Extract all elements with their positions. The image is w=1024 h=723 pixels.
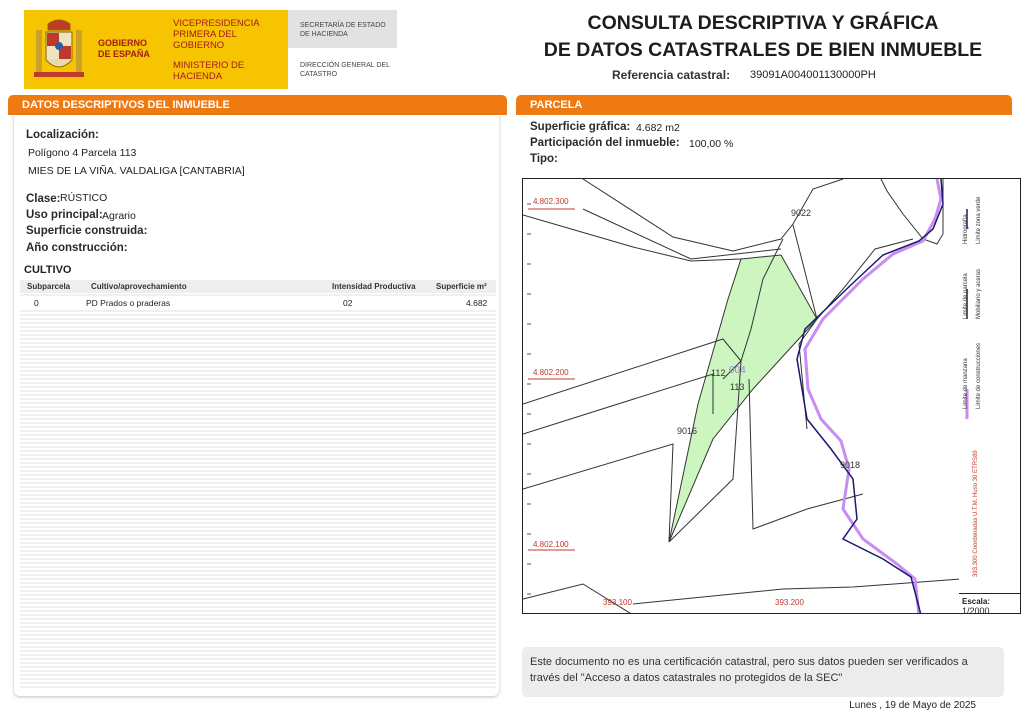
y-label-3: 4.802.100 bbox=[533, 540, 569, 549]
ref-label: Referencia catastral: bbox=[612, 68, 731, 82]
map-drawing bbox=[523, 179, 960, 614]
secretaria-text: SECRETARÍA DE ESTADO DE HACIENDA bbox=[300, 22, 386, 38]
table-row: 0 PD Prados o praderas 02 4.682 bbox=[20, 296, 496, 310]
cadastral-map[interactable] bbox=[522, 178, 960, 614]
gobierno-logo bbox=[24, 10, 162, 89]
localizacion-label: Localización: bbox=[26, 129, 99, 141]
coat-of-arms-icon bbox=[34, 16, 84, 84]
ministerio-text: MINISTERIO DE HACIENDA bbox=[173, 60, 245, 82]
coords-text: 393,300 Coordenadas U.T.M. Huso 30 ETRS89 bbox=[973, 450, 979, 577]
parcel-label-113: 113 bbox=[730, 382, 745, 392]
parcel-label-9018: 9018 bbox=[840, 460, 861, 470]
sup-grafica-label: Superficie gráfica: bbox=[530, 121, 631, 133]
participacion-value: 100,00 % bbox=[689, 138, 734, 150]
anio-label: Año construcción: bbox=[26, 242, 128, 254]
x-label-2: 393.200 bbox=[775, 598, 804, 607]
localizacion-line1: Polígono 4 Parcela 113 bbox=[28, 147, 137, 159]
legend-hidrografia: Hidrografía bbox=[963, 214, 969, 244]
x-label-1: 393.100 bbox=[603, 598, 632, 607]
col-superficie: Superficie m² bbox=[436, 282, 487, 291]
legend-construcciones: Limite de construcciones bbox=[976, 342, 982, 409]
left-panel-header: DATOS DESCRIPTIVOS DEL INMUEBLE bbox=[8, 95, 507, 115]
clase-value: RÚSTICO bbox=[60, 192, 108, 204]
vicepresidencia-text: VICEPRESIDENCIA PRIMERA DEL GOBIERNO bbox=[173, 18, 260, 51]
page-title: CONSULTA DESCRIPTIVA Y GRÁFICA DE DATOS CATASTRALES DE BIEN INMUEBLE bbox=[543, 12, 983, 61]
parcel-label-9022: 9022 bbox=[791, 208, 812, 218]
scale-value: 1/2000 bbox=[962, 606, 990, 616]
cultivo-table bbox=[20, 280, 496, 690]
map-legend bbox=[959, 178, 1021, 614]
disclaimer: Este documento no es una certificación catastral, pero sus datos pueden ser verificados a través del "Acceso a datos catastrales no protegidos de la SEC" bbox=[522, 647, 1004, 697]
ministry-block bbox=[162, 10, 288, 89]
col-cultivo: Cultivo/aprovechamiento bbox=[91, 282, 187, 291]
cultivo-title: CULTIVO bbox=[24, 264, 72, 276]
clase-label: Clase: bbox=[26, 193, 61, 205]
legend-mobiliario: Mobiliario y aceras bbox=[976, 268, 982, 319]
legend-divider bbox=[959, 593, 1021, 594]
cultivo-header-row bbox=[20, 280, 496, 293]
footer-date: Lunes , 19 de Mayo de 2025 bbox=[849, 700, 976, 711]
localizacion-line2: MIES DE LA VIÑA. VALDALIGA [CANTABRIA] bbox=[28, 165, 245, 177]
tipo-label: Tipo: bbox=[530, 153, 558, 165]
secretaria-block bbox=[288, 10, 397, 48]
legend-limite-parcela: Limite de parcela bbox=[963, 273, 969, 319]
direccion-text: DIRECCIÓN GENERAL DEL CATASTRO bbox=[300, 62, 390, 78]
gobierno-text: GOBIERNO DE ESPAÑA bbox=[98, 38, 150, 59]
uso-label: Uso principal: bbox=[26, 209, 103, 221]
sup-grafica-value: 4.682 m2 bbox=[636, 122, 680, 134]
superficie-construida-label: Superficie construida: bbox=[26, 225, 148, 237]
participacion-label: Participación del inmueble: bbox=[530, 137, 680, 149]
y-label-1: 4.802.300 bbox=[533, 197, 569, 206]
parcel-label-112: 112 bbox=[711, 368, 726, 378]
col-intensidad: Intensidad Productiva bbox=[332, 282, 416, 291]
legend-manzana: Limite de manzana bbox=[963, 358, 969, 409]
uso-value: Agrario bbox=[102, 210, 136, 222]
right-panel-header: PARCELA bbox=[516, 95, 1012, 115]
legend-zona-verde: Limite zona verde bbox=[976, 196, 982, 244]
parcel-label-004: 004 bbox=[729, 365, 746, 376]
ref-value: 39091A004001130000PH bbox=[750, 69, 876, 81]
parcel-label-9016: 9016 bbox=[677, 426, 698, 436]
scale-label: Escala: bbox=[962, 597, 991, 606]
col-subparcela: Subparcela bbox=[27, 282, 71, 291]
y-label-2: 4.802.200 bbox=[533, 368, 569, 377]
